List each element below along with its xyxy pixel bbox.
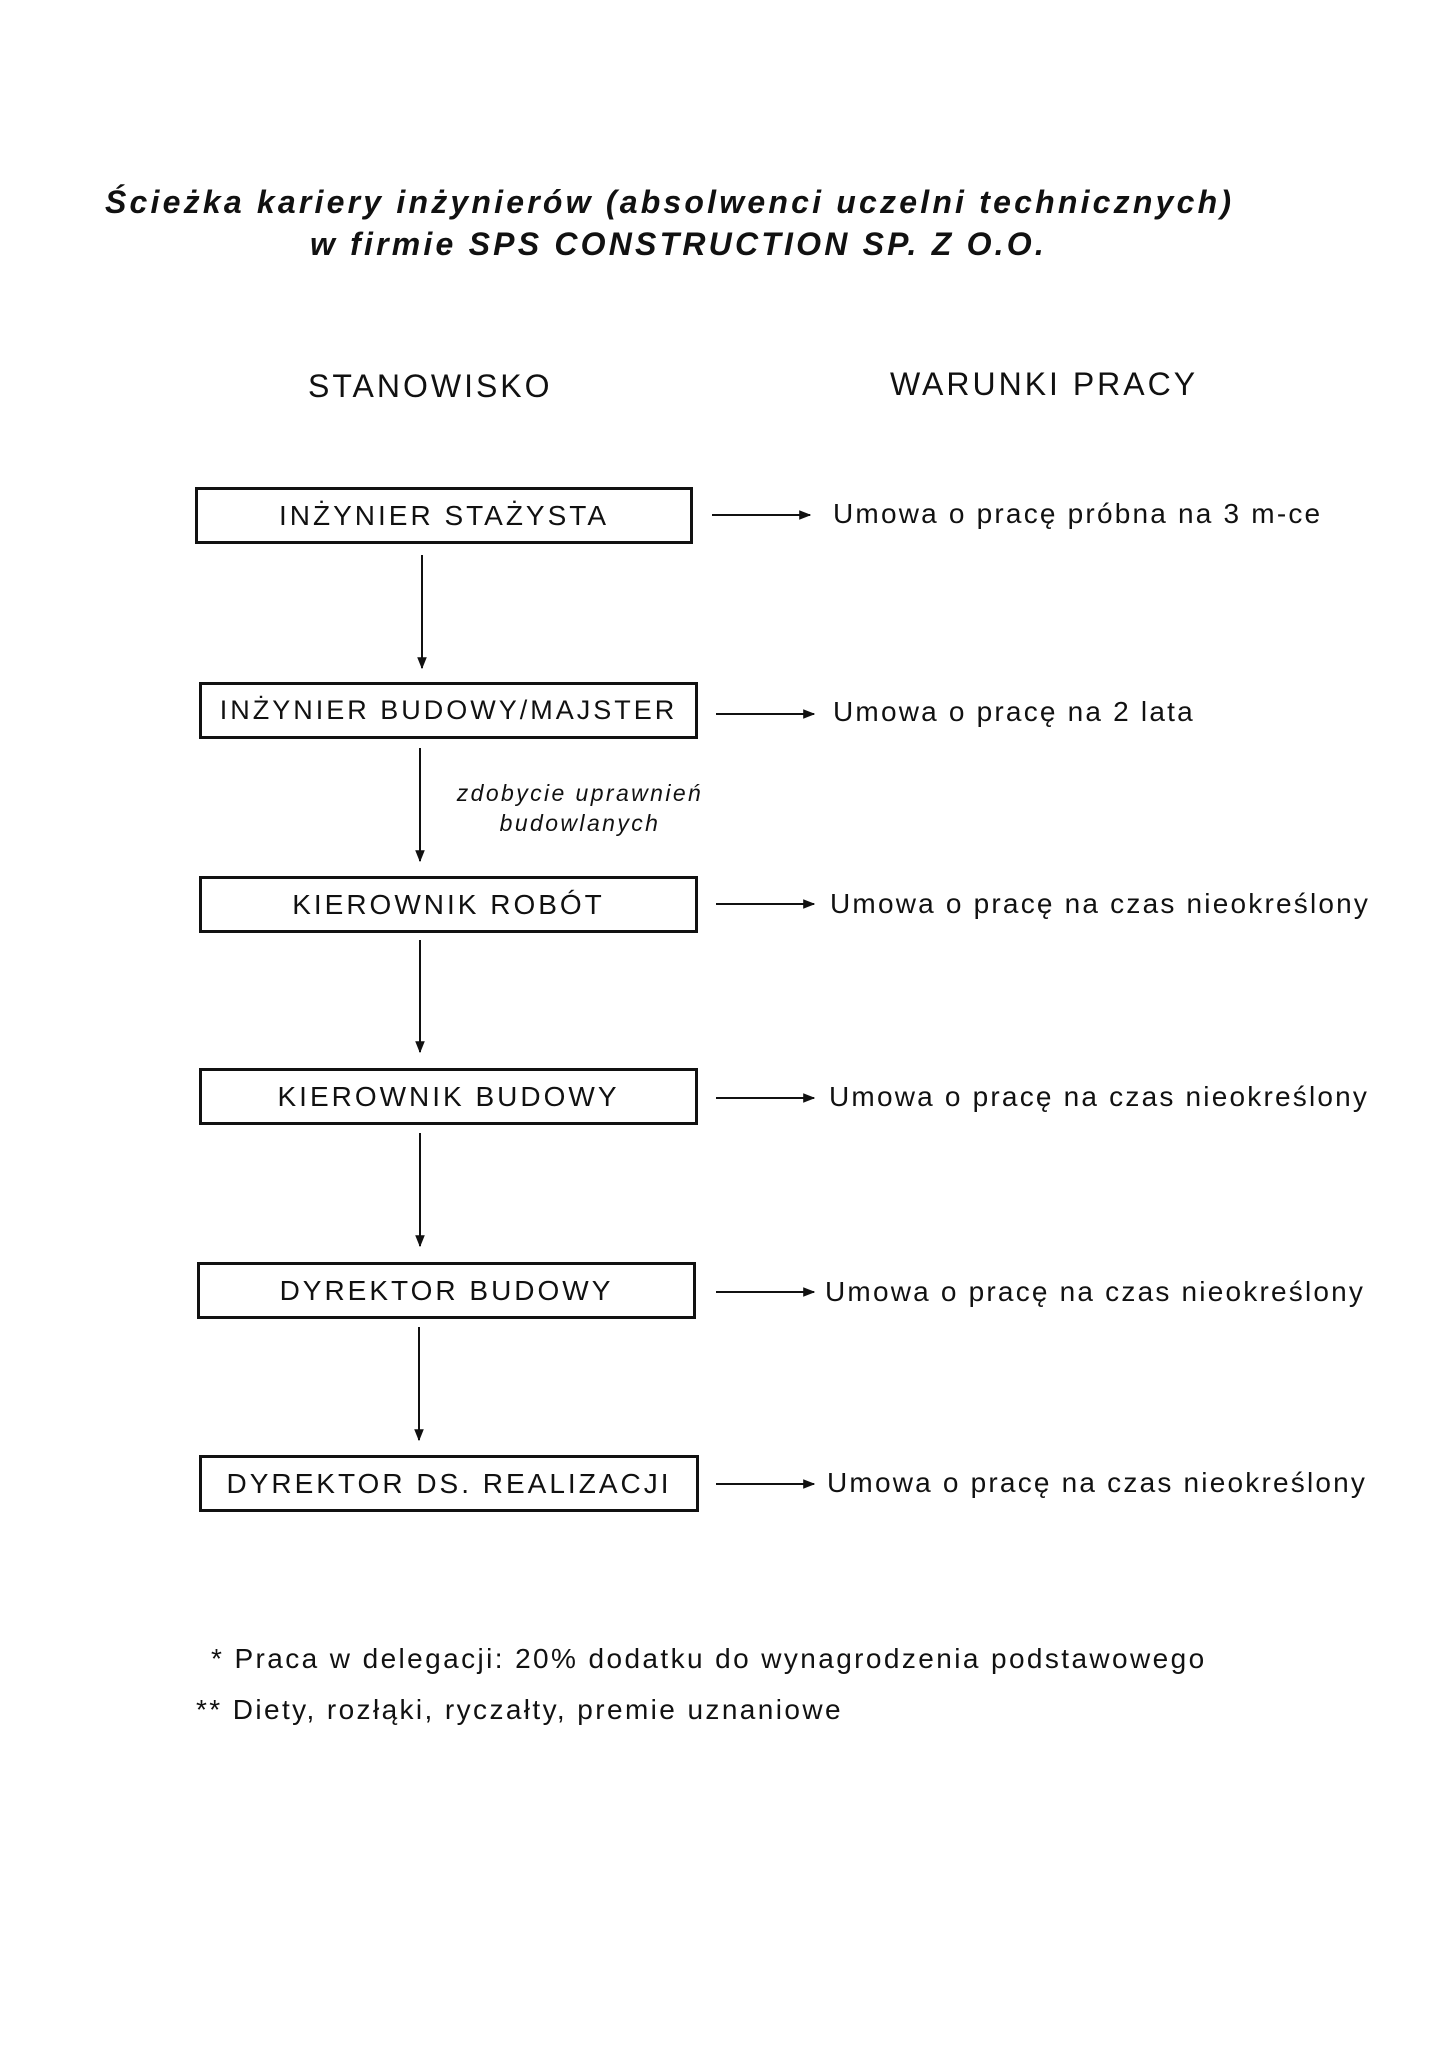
condition-6: Umowa o pracę na czas nieokreślony	[827, 1467, 1368, 1498]
transition-note	[440, 778, 720, 838]
condition-1: Umowa o pracę próbna na 3 m-ce	[833, 498, 1323, 529]
condition-5: Umowa o pracę na czas nieokreślony	[825, 1276, 1366, 1307]
transition-note-line-1: zdobycie uprawnień	[456, 780, 704, 806]
column-header-conditions: WARUNKI PRACY	[890, 366, 1199, 402]
condition-3: Umowa o pracę na czas nieokreślony	[830, 888, 1371, 919]
position-box-2: INŻYNIER BUDOWY/MAJSTER	[199, 682, 698, 739]
transition-note-line-2: budowlanych	[499, 810, 661, 836]
footnote-2: ** Diety, rozłąki, ryczałty, premie uznaniowe	[196, 1694, 843, 1725]
column-header-position: STANOWISKO	[308, 368, 553, 404]
position-box-6: DYREKTOR DS. REALIZACJI	[199, 1455, 699, 1512]
position-box-4: KIEROWNIK BUDOWY	[199, 1068, 698, 1125]
footnote-1: * Praca w delegacji: 20% dodatku do wynagrodzenia podstawowego	[211, 1643, 1207, 1674]
condition-4: Umowa o pracę na czas nieokreślony	[829, 1081, 1370, 1112]
position-box-5: DYREKTOR BUDOWY	[197, 1262, 696, 1319]
position-box-1: INŻYNIER STAŻYSTA	[195, 487, 693, 544]
title-line-1: Ścieżka kariery inżynierów (absolwenci uczelni technicznych)	[105, 184, 1235, 220]
title-line-2: w firmie SPS CONSTRUCTION SP. Z O.O.	[310, 226, 1047, 262]
position-box-3: KIEROWNIK ROBÓT	[199, 876, 698, 933]
condition-2: Umowa o pracę na 2 lata	[833, 696, 1195, 727]
